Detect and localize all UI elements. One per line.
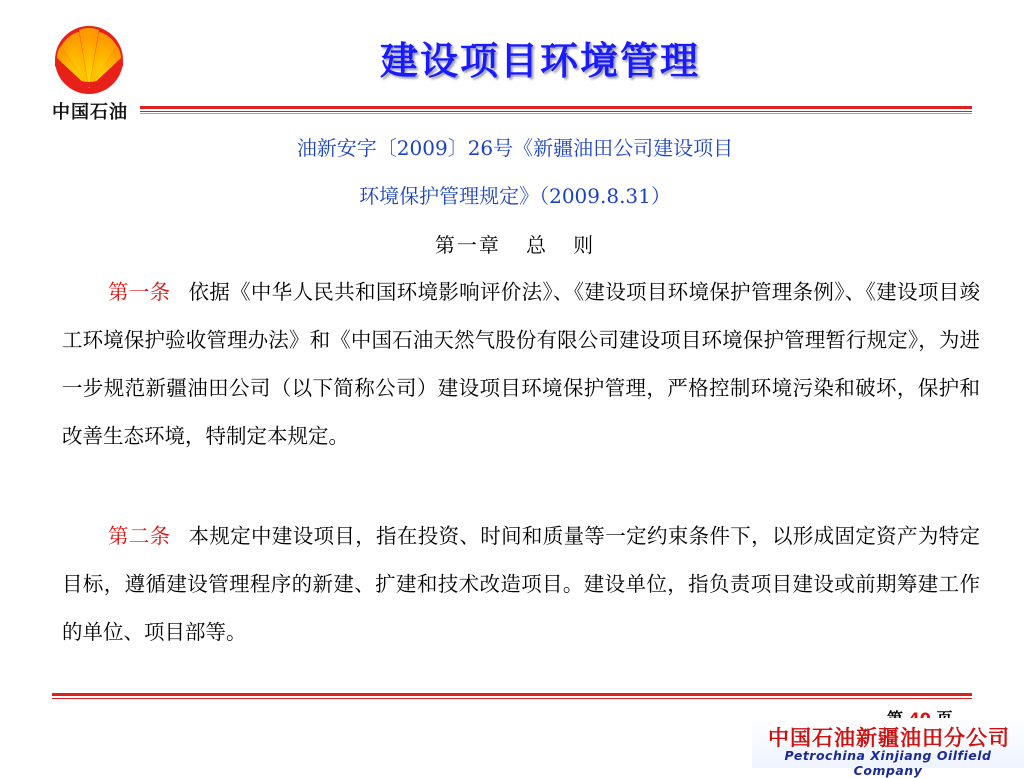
page-title: 建设项目环境管理 (379, 39, 700, 83)
article-text: 本规定中建设项目，指在投资、时间和质量等一定约束条件下，以形成固定资产为特定目标，遵循建设管理程序的新建、扩建和技术改造项目。建设单位，指负责项目建设或前期筹建工作的单位、项目部等。 (62, 524, 981, 644)
article-paragraph (62, 512, 980, 656)
document-reference-line-2: 环境保护管理规定》（2009.8.31） (359, 184, 671, 208)
company-banner (752, 718, 1024, 778)
chapter-heading: 第一章 总 则 (434, 233, 596, 257)
petrochina-sunflower-icon (49, 22, 129, 94)
footer-divider (52, 693, 972, 699)
company-name-cn: 中国石油新疆油田分公司 (768, 726, 1010, 750)
article-text: 依据《中华人民共和国环境影响评价法》、《建设项目环境保护管理条例》、《建设项目竣工环境保护验收管理办法》和《中国石油天然气股份有限公司建设项目环境保护管理暂行规定》，为进一步规范新疆油田公司（以下简称公司）建设项目环境保护管理，严格控制环境污染和破坏，保护和改善生态环境，特制定本规定。 (62, 280, 981, 448)
article-paragraph (62, 268, 980, 460)
logo-text: 中国石油 (52, 102, 128, 123)
article-label: 第一条 (108, 280, 171, 304)
header-divider (140, 106, 972, 112)
article-label: 第二条 (108, 524, 171, 548)
company-name-en: Petrochina Xinjiang Oilfield Company (784, 748, 992, 778)
document-reference-line-1: 油新安字〔2009〕26号《新疆油田公司建设项目 (296, 136, 734, 160)
